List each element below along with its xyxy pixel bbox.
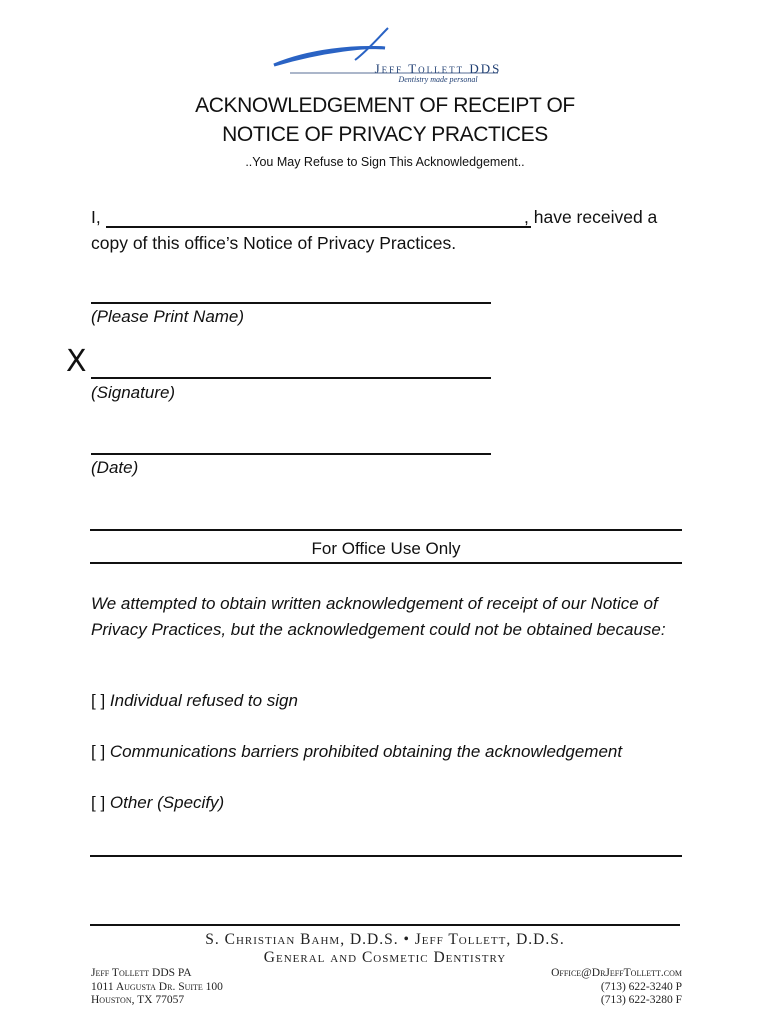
section-divider-top bbox=[90, 529, 682, 531]
footer-address-line: Jeff Tollett DDS PA bbox=[91, 967, 192, 979]
date-line[interactable] bbox=[91, 453, 491, 455]
footer-contact bbox=[551, 967, 682, 1008]
page-subtitle: ..You May Refuse to Sign This Acknowledgement.. bbox=[245, 155, 525, 169]
specify-line[interactable] bbox=[90, 855, 682, 857]
option-label: Other (Specify) bbox=[109, 793, 225, 812]
option-checkbox[interactable]: [ ] bbox=[91, 742, 106, 761]
print-name-line[interactable] bbox=[91, 302, 491, 304]
option-refused[interactable] bbox=[91, 691, 298, 711]
statement-line2: copy of this office’s Notice of Privacy Practices. bbox=[91, 233, 457, 253]
name-blank-line[interactable] bbox=[106, 226, 531, 228]
page-title-line2: NOTICE OF PRIVACY PRACTICES bbox=[222, 123, 548, 146]
option-communication-barriers[interactable] bbox=[91, 742, 622, 762]
page-title-line1: ACKNOWLEDGEMENT OF RECEIPT OF bbox=[195, 94, 575, 117]
option-other[interactable] bbox=[91, 793, 224, 813]
signature-label: (Signature) bbox=[91, 383, 176, 402]
footer-address-line: 1011 Augusta Dr. Suite 100 bbox=[91, 980, 223, 993]
statement-line1-suffix: , have received a bbox=[524, 207, 658, 227]
footer-doctors: S. Christian Bahm, D.D.S. • Jeff Tollett, D.D.S. bbox=[205, 931, 565, 948]
date-label: (Date) bbox=[91, 458, 139, 477]
option-checkbox[interactable]: [ ] bbox=[91, 691, 106, 710]
footer-address-line: Houston, TX 77057 bbox=[91, 994, 185, 1006]
section-divider-bottom bbox=[90, 562, 682, 564]
footer-address bbox=[91, 967, 223, 1008]
practice-logo bbox=[270, 20, 510, 84]
footer-phone: (713) 622-3240 P bbox=[600, 980, 682, 993]
footer-fax: (713) 622-3280 F bbox=[600, 994, 682, 1006]
statement-line1-prefix: I, bbox=[91, 207, 101, 227]
option-checkbox[interactable]: [ ] bbox=[91, 793, 106, 812]
footer-rule bbox=[90, 924, 680, 926]
signature-line[interactable] bbox=[91, 377, 491, 379]
office-use-heading: For Office Use Only bbox=[311, 539, 461, 558]
print-name-label: (Please Print Name) bbox=[91, 307, 245, 326]
option-label: Communications barriers prohibited obtaining the acknowledgement bbox=[109, 742, 623, 761]
logo-name: Jeff Tollett DDS bbox=[374, 61, 502, 76]
office-use-paragraph: We attempted to obtain written acknowledgement of receipt of our Notice of Privacy Practices, but the acknowledgement could not be obtained because: bbox=[91, 594, 666, 639]
signature-x-mark: X bbox=[66, 344, 87, 379]
option-label: Individual refused to sign bbox=[109, 691, 298, 710]
footer-email[interactable]: Office@DrJeffTollett.com bbox=[551, 967, 682, 979]
footer-practice: General and Cosmetic Dentistry bbox=[263, 949, 507, 966]
logo-tagline: Dentistry made personal bbox=[398, 75, 478, 84]
